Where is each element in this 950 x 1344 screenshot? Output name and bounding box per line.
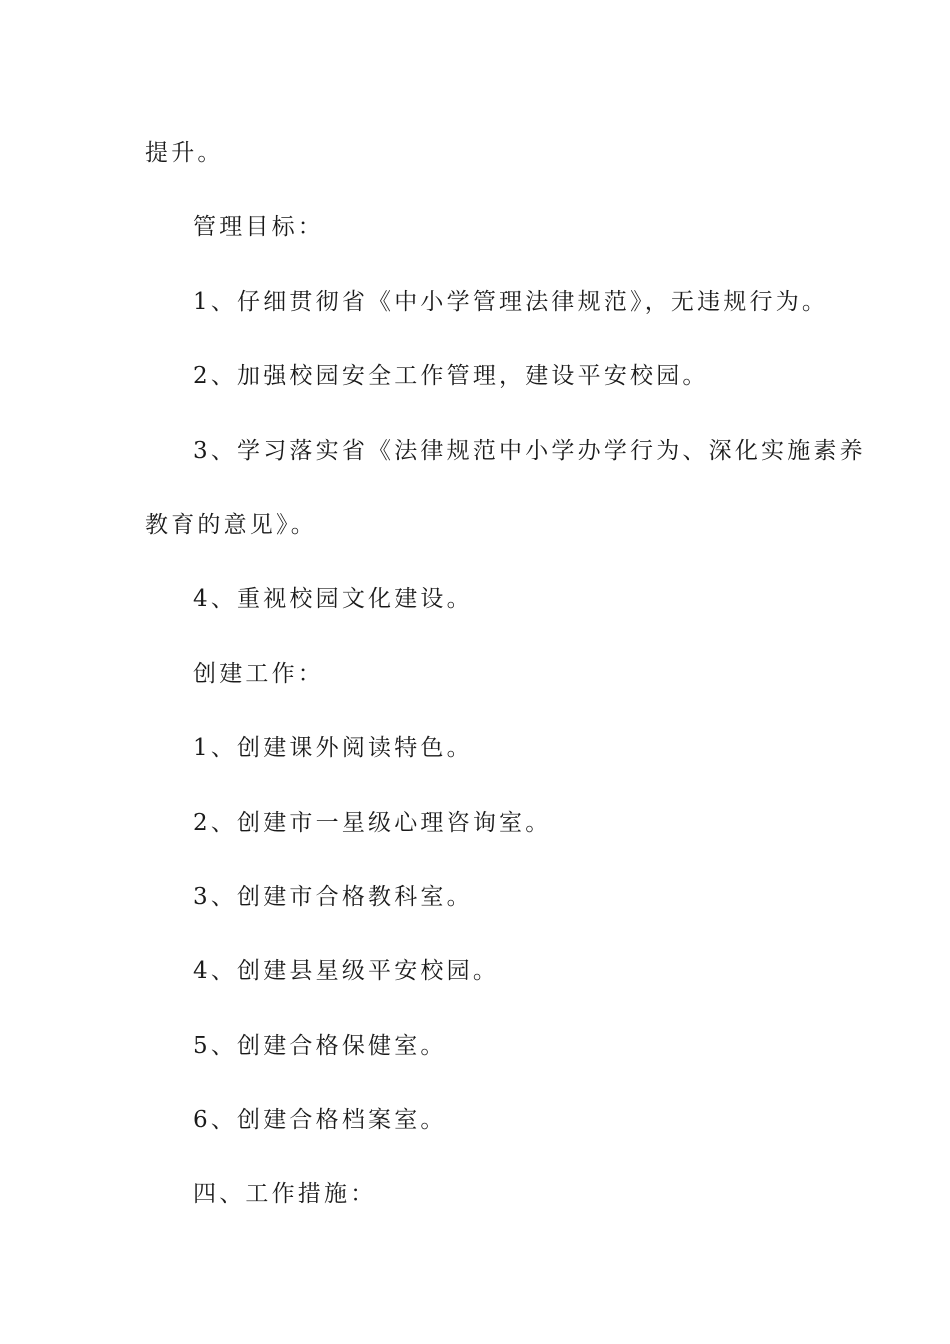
- list-item: 4、重视校园文化建设。: [193, 586, 473, 613]
- list-item: 2、加强校园安全工作管理，建设平安校园。: [193, 363, 709, 390]
- list-item: 4、创建县星级平安校园。: [193, 958, 500, 985]
- text-line-1: 提升。: [145, 140, 224, 166]
- list-item: 5、创建合格保健室。: [193, 1032, 447, 1059]
- section-heading-work-measures: 四、工作措施：: [193, 1181, 377, 1208]
- list-item: 1、仔细贯彻省《中小学管理法律规范》，无违规行为。: [193, 288, 829, 315]
- list-item: 2、创建市一星级心理咨询室。: [193, 809, 552, 836]
- list-item: 3、创建市合格教科室。: [193, 883, 473, 910]
- section-heading-creation-work: 创建工作：: [193, 660, 324, 687]
- section-heading-management-goals: 管理目标：: [193, 214, 324, 241]
- list-item: 1、创建课外阅读特色。: [193, 735, 473, 762]
- list-item: 3、学习落实省《法律规范中小学办学行为、深化实施素养: [193, 437, 866, 464]
- document-body: [145, 131, 866, 1247]
- list-item-continuation: 教育的意见》。: [145, 511, 317, 538]
- list-item: 6、创建合格档案室。: [193, 1107, 447, 1134]
